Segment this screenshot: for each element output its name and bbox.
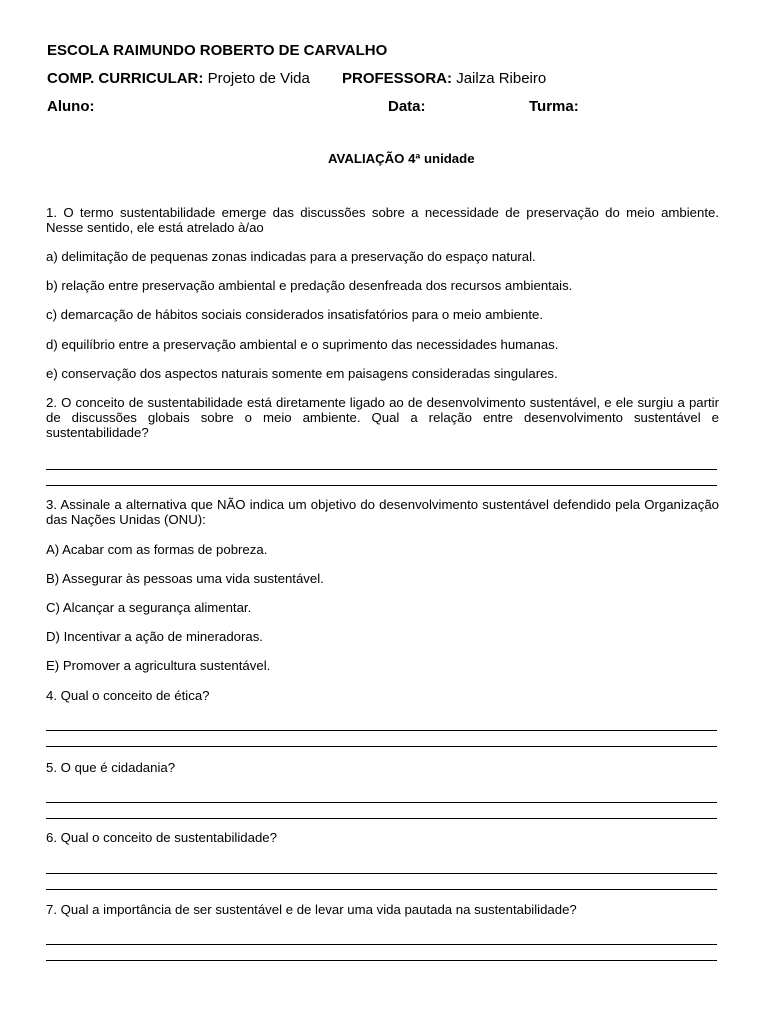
q3-option-d: D) Incentivar a ação de mineradoras. bbox=[46, 629, 263, 644]
question-2: 2. O conceito de sustentabilidade está diretamente ligado ao de desenvolvimento sustentável, e ele surgiu a partir de discussões globais sobre o meio ambiente. Qual a relação entre desenvolvimento sustentável e sustentabilidade? bbox=[46, 395, 719, 440]
teacher bbox=[342, 70, 546, 87]
q3-option-e: E) Promover a agricultura sustentável. bbox=[46, 658, 271, 673]
q4-answer-line-1 bbox=[46, 730, 717, 731]
q5-answer-line-2 bbox=[46, 818, 717, 819]
q5-answer-line-1 bbox=[46, 802, 717, 803]
q1-option-e: e) conservação dos aspectos naturais somente em paisagens consideradas singulares. bbox=[46, 366, 558, 381]
question-5: 5. O que é cidadania? bbox=[46, 760, 176, 775]
comp-value: Projeto de Vida bbox=[207, 70, 310, 87]
q6-answer-line-1 bbox=[46, 873, 717, 874]
q3-option-a: A) Acabar com as formas de pobreza. bbox=[46, 542, 268, 557]
teacher-value: Jailza Ribeiro bbox=[456, 70, 547, 87]
q7-answer-line-2 bbox=[46, 960, 717, 961]
q3-option-b: B) Assegurar às pessoas uma vida sustentável. bbox=[46, 571, 324, 586]
class-label: Turma: bbox=[529, 98, 579, 115]
comp-label: COMP. CURRICULAR: bbox=[47, 70, 204, 87]
q2-answer-line-1 bbox=[46, 469, 717, 470]
q6-answer-line-2 bbox=[46, 889, 717, 890]
question-1: 1. O termo sustentabilidade emerge das discussões sobre a necessidade de preservação do meio ambiente. Nesse sentido, ele está atrelado à/ao bbox=[46, 205, 719, 235]
question-3: 3. Assinale a alternativa que NÃO indica um objetivo do desenvolvimento sustentável defendido pela Organização das Nações Unidas (ONU): bbox=[46, 497, 719, 527]
q3-option-c: C) Alcançar a segurança alimentar. bbox=[46, 600, 252, 615]
q2-answer-line-2 bbox=[46, 485, 717, 486]
q7-answer-line-1 bbox=[46, 944, 717, 945]
school-name: ESCOLA RAIMUNDO ROBERTO DE CARVALHO bbox=[47, 42, 388, 59]
q1-option-b: b) relação entre preservação ambiental e predação desenfreada dos recursos ambientais. bbox=[46, 278, 573, 293]
student-label: Aluno: bbox=[47, 98, 95, 115]
date-label: Data: bbox=[388, 98, 426, 115]
q1-option-a: a) delimitação de pequenas zonas indicadas para a preservação do espaço natural. bbox=[46, 249, 536, 264]
question-4: 4. Qual o conceito de ética? bbox=[46, 688, 210, 703]
question-7: 7. Qual a importância de ser sustentável e de levar uma vida pautada na sustentabilidade? bbox=[46, 902, 577, 917]
question-6: 6. Qual o conceito de sustentabilidade? bbox=[46, 830, 277, 845]
q4-answer-line-2 bbox=[46, 746, 717, 747]
curricular-component bbox=[47, 70, 310, 87]
page-title: AVALIAÇÃO 4ª unidade bbox=[328, 151, 475, 166]
teacher-label: PROFESSORA: bbox=[342, 70, 453, 87]
q1-option-d: d) equilíbrio entre a preservação ambiental e o suprimento das necessidades humanas. bbox=[46, 337, 559, 352]
q1-option-c: c) demarcação de hábitos sociais considerados insatisfatórios para o meio ambiente. bbox=[46, 307, 543, 322]
